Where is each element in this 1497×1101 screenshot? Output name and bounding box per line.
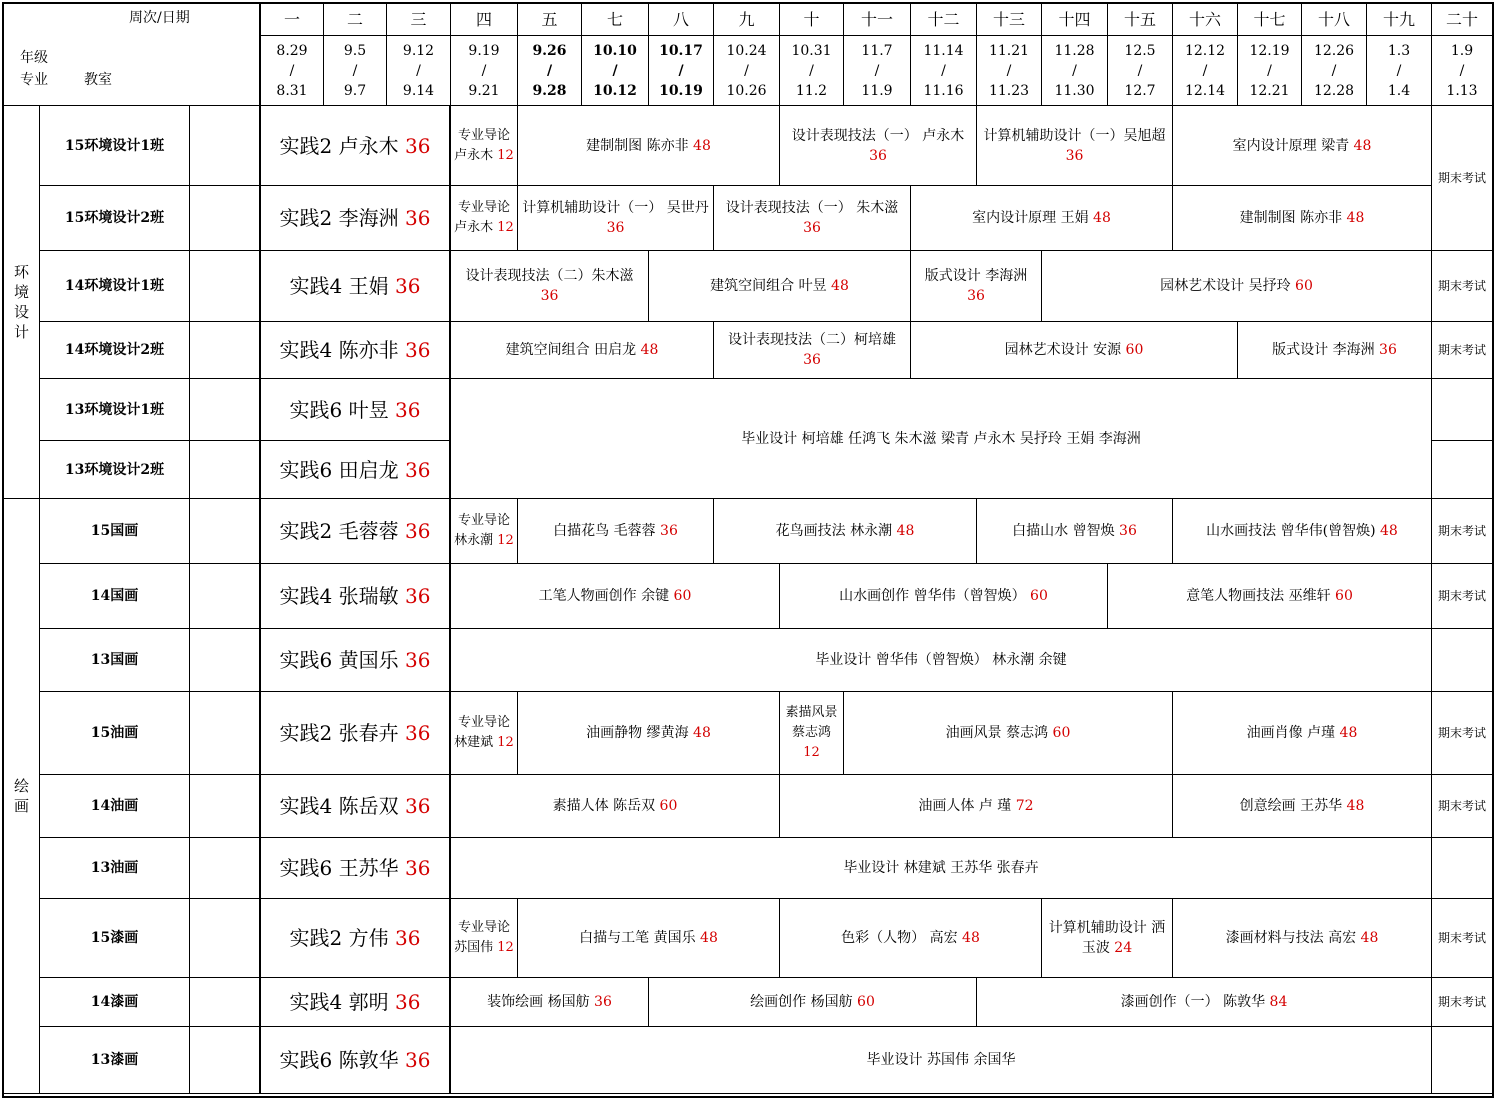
course-cell-text: 毕业设计 曾华伟（曾智焕） 林永潮 余键 (815, 652, 1067, 668)
course-cell-hours: 60 (655, 798, 678, 814)
week-header: 十六 (1173, 4, 1238, 36)
practice-cell-hours: 36 (398, 856, 431, 880)
course-cell-text: 毕业设计 林建斌 王苏华 张春卉 (843, 860, 1039, 876)
course-cell-hours: 36 (803, 220, 821, 236)
course-cell-text: 花鸟画技法 林永潮 (775, 523, 893, 539)
final-exam-cell (1432, 775, 1493, 838)
practice-cell (261, 379, 451, 441)
week-date (387, 36, 451, 106)
week-header: 三 (387, 4, 451, 36)
week-date (1302, 36, 1367, 106)
practice-cell-hours: 36 (398, 457, 431, 482)
course-cell-hours: 72 (1011, 798, 1034, 814)
week-header: 十四 (1042, 4, 1108, 36)
week-date-text: 11.14 / 11.16 (923, 42, 964, 99)
course-cell-text: 建筑空间组合 叶昱 (710, 278, 827, 294)
course-cell (451, 775, 780, 838)
course-cell-hours: 48 (957, 930, 980, 946)
empty-exam-cell (1432, 1027, 1493, 1094)
practice-cell-hours: 36 (398, 338, 431, 362)
week-date-text: 10.24 / 10.26 (726, 42, 767, 99)
week-date-text: 10.31 / 11.2 (791, 42, 832, 99)
week-header: 一 (261, 4, 324, 36)
course-cell (780, 692, 844, 775)
week-header: 九 (714, 4, 780, 36)
week-date-text: 12.19 / 12.21 (1249, 42, 1290, 99)
practice-cell-hours: 36 (388, 926, 421, 950)
major-label: 专业 (20, 72, 48, 88)
course-cell-text: 白描花鸟 毛蓉蓉 (553, 523, 656, 539)
final-exam-text: 期末考试 (1438, 588, 1487, 603)
course-cell-hours: 48 (1356, 930, 1379, 946)
course-cell (451, 251, 649, 322)
week-date (1367, 36, 1432, 106)
practice-cell-hours: 36 (388, 397, 421, 422)
practice-cell-text: 实践4 王娟 (289, 274, 389, 298)
course-cell (518, 499, 714, 564)
course-cell-hours: 24 (1109, 940, 1133, 956)
course-cell-text: 素描人体 陈岳双 (552, 798, 656, 814)
practice-cell-text: 实践6 田启龙 (279, 457, 399, 482)
week-date-text: 10.10 / 10.12 (593, 42, 637, 99)
course-cell (780, 564, 1108, 629)
course-cell-text: 毕业设计 苏国伟 余国华 (866, 1052, 1016, 1068)
class-name: 14漆画 (40, 978, 190, 1027)
class-name: 14国画 (40, 564, 190, 629)
course-cell-hours: 36 (606, 220, 625, 236)
room-label: 教室 (84, 72, 112, 88)
classroom-cell (190, 564, 261, 629)
course-cell-hours: 84 (1265, 994, 1288, 1010)
course-cell-hours: 36 (869, 147, 887, 164)
practice-cell (261, 251, 451, 322)
course-cell-hours: 48 (1375, 523, 1398, 539)
major-env-design-text: 环境设计 (13, 263, 29, 341)
final-exam-cell (1432, 322, 1493, 379)
practice-cell-text: 实践4 郭明 (289, 990, 389, 1014)
practice-cell (261, 1027, 451, 1094)
course-cell-hours: 48 (636, 342, 659, 358)
week-date-text: 9.26 / 9.28 (532, 42, 567, 99)
class-name: 13环境设计1班 (40, 379, 190, 441)
class-name: 13国画 (40, 629, 190, 692)
course-cell (1173, 899, 1432, 978)
week-date (1238, 36, 1302, 106)
course-cell (451, 692, 518, 775)
course-cell-hours: 36 (803, 352, 821, 368)
week-header: 十 (780, 4, 844, 36)
class-name: 15油画 (40, 692, 190, 775)
course-cell-hours: 12 (493, 220, 514, 235)
week-date-label: 周次/日期 (129, 10, 190, 26)
course-cell-text: 毕业设计 柯培雄 任鸿飞 朱木滋 梁青 卢永木 吴抒玲 王娟 李海洲 (741, 430, 1141, 447)
final-exam-text: 期末考试 (1438, 994, 1487, 1009)
practice-cell (261, 564, 451, 629)
practice-cell-text: 实践2 张春卉 (279, 721, 399, 745)
final-exam-text: 期末考试 (1438, 278, 1487, 293)
course-cell-text: 建筑空间组合 田启龙 (505, 342, 637, 358)
class-name: 13环境设计2班 (40, 441, 190, 499)
course-cell-text: 版式设计 李海洲 (924, 268, 1028, 284)
week-date-text: 11.28 / 11.30 (1054, 42, 1095, 99)
course-cell-text: 绘画创作 杨国舫 (750, 994, 853, 1010)
week-header: 二十 (1432, 4, 1493, 36)
course-cell (714, 499, 977, 564)
practice-cell-text: 实践6 王苏华 (279, 856, 399, 880)
class-name: 13漆画 (40, 1027, 190, 1094)
week-date-text: 1.9 / 1.13 (1446, 42, 1478, 99)
course-cell-text: 设计表现技法（二）朱木滋 (465, 268, 634, 284)
schedule-table (2, 2, 1494, 1098)
course-cell-text: 计算机辅助设计 洒玉波 (1048, 920, 1166, 956)
course-cell (451, 978, 649, 1027)
empty-exam-cell (1432, 441, 1493, 499)
course-cell (714, 322, 911, 379)
course-cell-text: 园林艺术设计 吴抒玲 (1160, 278, 1291, 294)
course-cell-text: 工笔人物画创作 余键 (538, 588, 670, 604)
course-cell-hours: 48 (695, 930, 718, 946)
week-date (1108, 36, 1173, 106)
course-cell-hours: 48 (1342, 798, 1365, 814)
week-header: 四 (451, 4, 518, 36)
course-cell-text: 油画人体 卢 瑾 (918, 798, 1012, 814)
course-cell-text: 漆画材料与技法 高宏 (1225, 930, 1357, 946)
classroom-cell (190, 775, 261, 838)
practice-cell-hours: 36 (398, 206, 431, 230)
course-cell-text: 意笔人物画技法 巫维轩 (1186, 588, 1331, 604)
course-cell-text: 装饰绘画 杨国舫 (487, 994, 590, 1010)
classroom-cell (190, 499, 261, 564)
practice-cell (261, 322, 451, 379)
course-cell (518, 106, 780, 186)
course-cell-text: 园林艺术设计 安源 (1004, 342, 1122, 358)
course-cell-hours: 12 (493, 533, 514, 548)
course-cell-hours: 48 (1088, 210, 1111, 226)
empty-exam-cell (1432, 629, 1493, 692)
course-cell-hours: 12 (803, 745, 820, 760)
final-exam-text: 期末考试 (1438, 342, 1487, 357)
practice-cell-hours: 36 (398, 519, 431, 543)
practice-cell-hours: 36 (398, 584, 431, 608)
practice-cell (261, 692, 451, 775)
week-date-text: 10.17 / 10.19 (659, 42, 703, 99)
week-date (844, 36, 911, 106)
practice-cell-hours: 36 (388, 990, 421, 1014)
final-exam-cell (1432, 564, 1493, 629)
week-header: 二 (324, 4, 387, 36)
grade-label: 年级 (20, 50, 48, 66)
practice-cell (261, 186, 451, 251)
practice-cell-text: 实践2 毛蓉蓉 (279, 519, 399, 543)
course-cell-text: 白描与工笔 黄国乐 (579, 930, 696, 946)
course-cell (451, 106, 518, 186)
course-cell (780, 775, 1173, 838)
course-cell-text: 专业导论 苏国伟 (454, 920, 510, 955)
week-date-text: 12.5 / 12.7 (1124, 42, 1156, 99)
course-cell-text: 专业导论卢永木 (454, 200, 510, 235)
course-cell (780, 899, 1042, 978)
course-cell-hours: 48 (1335, 725, 1358, 741)
course-cell (714, 186, 911, 251)
class-name: 15漆画 (40, 899, 190, 978)
week-date (1042, 36, 1108, 106)
course-cell-text: 油画静物 缪黄海 (586, 725, 689, 741)
course-cell-hours: 12 (493, 735, 514, 750)
course-cell (1173, 106, 1432, 186)
final-exam-cell (1432, 899, 1493, 978)
course-cell (518, 186, 714, 251)
course-cell-hours: 48 (688, 137, 711, 154)
course-cell (1238, 322, 1432, 379)
course-cell-text: 版式设计 李海洲 (1272, 342, 1375, 358)
course-cell-hours: 36 (540, 288, 559, 304)
course-cell-hours: 36 (1065, 147, 1084, 164)
course-cell-text: 建制制图 陈亦非 (1239, 210, 1343, 226)
classroom-cell (190, 978, 261, 1027)
week-date-text: 1.3 / 1.4 (1387, 42, 1411, 99)
week-header: 十一 (844, 4, 911, 36)
practice-cell-text: 实践2 方伟 (289, 926, 389, 950)
course-cell (780, 106, 977, 186)
week-date-text: 12.26 / 12.28 (1313, 42, 1355, 99)
practice-cell-hours: 36 (398, 721, 431, 745)
class-name: 13油画 (40, 838, 190, 899)
course-cell-text: 白描山水 曾智焕 (1012, 523, 1115, 539)
course-cell (1042, 251, 1432, 322)
course-cell-text: 创意绘画 王苏华 (1239, 798, 1343, 814)
course-cell (1108, 564, 1432, 629)
course-cell-hours: 48 (688, 725, 711, 741)
practice-cell-text: 实践6 叶昱 (289, 397, 389, 422)
classroom-cell (190, 441, 261, 499)
class-name: 14环境设计1班 (40, 251, 190, 322)
course-cell-hours: 60 (1025, 588, 1048, 604)
week-date-text: 8.29 / 8.31 (276, 42, 308, 99)
course-cell-hours: 12 (493, 147, 514, 163)
course-cell-text: 漆画创作（一） 陈敦华 (1120, 994, 1266, 1010)
classroom-cell (190, 838, 261, 899)
practice-cell-hours: 36 (398, 1048, 431, 1072)
course-cell (451, 564, 780, 629)
course-cell (518, 899, 780, 978)
classroom-cell (190, 186, 261, 251)
week-date (714, 36, 780, 106)
course-cell-hours: 48 (826, 278, 849, 294)
empty-exam-cell (1432, 379, 1493, 441)
final-exam-cell (1432, 251, 1493, 322)
course-cell (977, 499, 1173, 564)
course-cell-text: 设计表现技法（一） 朱木滋 (725, 200, 899, 216)
course-cell-hours: 48 (892, 523, 915, 539)
course-cell-hours: 36 (589, 994, 612, 1010)
classroom-cell (190, 899, 261, 978)
week-date (977, 36, 1042, 106)
course-cell-hours: 60 (669, 588, 692, 604)
course-cell-hours: 12 (493, 940, 514, 955)
course-cell (451, 322, 714, 379)
header-corner (4, 4, 261, 106)
course-cell (451, 1027, 1432, 1094)
week-date-text: 9.12 / 9.14 (402, 42, 435, 99)
course-cell-text: 计算机辅助设计（一）吴旭超 (983, 127, 1166, 144)
course-cell-text: 设计表现技法（一） 卢永木 (791, 127, 965, 144)
course-cell-hours: 36 (655, 523, 678, 539)
classroom-cell (190, 629, 261, 692)
course-cell-text: 建制制图 陈亦非 (586, 137, 689, 154)
week-date (780, 36, 844, 106)
week-header: 十二 (911, 4, 977, 36)
week-date (518, 36, 582, 106)
week-date (1173, 36, 1238, 106)
classroom-cell (190, 1027, 261, 1094)
course-cell (911, 322, 1238, 379)
week-date (649, 36, 714, 106)
course-cell (518, 692, 780, 775)
course-cell-hours: 48 (1342, 210, 1365, 226)
week-header: 五 (518, 4, 582, 36)
class-name: 14环境设计2班 (40, 322, 190, 379)
empty-exam-cell (1432, 838, 1493, 899)
classroom-cell (190, 692, 261, 775)
course-cell (451, 499, 518, 564)
course-cell-text: 室内设计原理 王娟 (972, 210, 1089, 226)
week-header: 八 (649, 4, 714, 36)
course-cell (977, 106, 1173, 186)
practice-cell (261, 629, 451, 692)
major-env-design (4, 106, 40, 499)
final-exam-cell (1432, 692, 1493, 775)
course-cell-text: 专业导论卢永木 (454, 127, 510, 163)
final-exam-text: 期末考试 (1438, 523, 1487, 538)
course-cell-text: 山水画创作 曾华伟（曾智焕） (839, 588, 1026, 604)
class-name: 14油画 (40, 775, 190, 838)
week-date (911, 36, 977, 106)
course-cell (1173, 499, 1432, 564)
course-cell (451, 899, 518, 978)
course-cell-text: 室内设计原理 梁青 (1232, 137, 1350, 154)
classroom-cell (190, 379, 261, 441)
practice-cell-text: 实践4 陈岳双 (279, 794, 399, 818)
course-cell-hours: 60 (1048, 725, 1071, 741)
week-header: 十三 (977, 4, 1042, 36)
course-cell (911, 251, 1042, 322)
practice-cell (261, 978, 451, 1027)
final-exam-cell (1432, 978, 1493, 1027)
course-cell-text: 山水画技法 曾华伟(曾智焕) (1206, 523, 1376, 539)
practice-cell (261, 775, 451, 838)
practice-cell (261, 499, 451, 564)
course-cell (1173, 692, 1432, 775)
course-cell (451, 838, 1432, 899)
practice-cell-text: 实践4 陈亦非 (279, 338, 399, 362)
major-painting-text: 绘画 (13, 777, 29, 815)
course-cell-hours: 60 (1290, 278, 1313, 294)
course-cell-hours: 36 (1114, 523, 1137, 539)
course-cell-hours: 60 (852, 994, 875, 1010)
course-cell-text: 素描风景 蔡志鸿 (785, 705, 838, 740)
practice-cell (261, 899, 451, 978)
week-date-text: 11.7 / 11.9 (861, 42, 893, 99)
week-date (1432, 36, 1493, 106)
class-name: 15环境设计2班 (40, 186, 190, 251)
week-date-text: 11.21 / 11.23 (988, 42, 1030, 99)
classroom-cell (190, 322, 261, 379)
final-exam-cell (1432, 499, 1493, 564)
week-date-text: 9.5 / 9.7 (343, 42, 367, 99)
course-cell-text: 油画肖像 卢瑾 (1246, 725, 1336, 741)
major-painting (4, 499, 40, 1094)
week-date (451, 36, 518, 106)
course-cell-hours: 60 (1330, 588, 1353, 604)
week-date (324, 36, 387, 106)
practice-cell-hours: 36 (388, 274, 421, 298)
course-cell (649, 251, 911, 322)
course-cell (649, 978, 977, 1027)
final-exam-text: 期末考试 (1438, 725, 1487, 740)
final-exam-text: 期末考试 (1438, 930, 1487, 945)
week-header: 十九 (1367, 4, 1432, 36)
week-date-text: 9.19 / 9.21 (468, 42, 500, 99)
course-cell-text: 专业导论林永潮 (454, 513, 510, 548)
course-cell (1173, 186, 1432, 251)
class-name: 15环境设计1班 (40, 106, 190, 186)
course-cell (1042, 899, 1173, 978)
course-cell (844, 692, 1173, 775)
week-date-text: 12.12 / 12.14 (1184, 42, 1226, 99)
course-cell (451, 186, 518, 251)
week-header: 十七 (1238, 4, 1302, 36)
practice-cell-hours: 36 (398, 794, 431, 818)
practice-cell (261, 838, 451, 899)
course-cell-text: 油画风景 蔡志鸿 (945, 725, 1049, 741)
final-exam-text: 期末考试 (1438, 170, 1487, 185)
course-cell-text: 计算机辅助设计（一） 吴世丹 (522, 200, 709, 216)
course-cell (1173, 775, 1432, 838)
practice-cell-text: 实践6 黄国乐 (279, 648, 399, 672)
practice-cell (261, 441, 451, 499)
course-cell-hours: 36 (1374, 342, 1397, 358)
course-cell (451, 379, 1432, 499)
classroom-cell (190, 106, 261, 186)
course-cell-hours: 60 (1121, 342, 1144, 358)
practice-cell-text: 实践2 卢永木 (279, 133, 399, 158)
final-exam-cell (1432, 106, 1493, 251)
classroom-cell (190, 251, 261, 322)
week-header: 七 (582, 4, 649, 36)
week-date (261, 36, 324, 106)
practice-cell-text: 实践6 陈敦华 (279, 1048, 399, 1072)
practice-cell-hours: 36 (398, 648, 431, 672)
practice-cell (261, 106, 451, 186)
course-cell-hours: 48 (1349, 137, 1372, 154)
week-date (582, 36, 649, 106)
course-cell (911, 186, 1173, 251)
course-cell-hours: 36 (967, 288, 985, 304)
week-header: 十八 (1302, 4, 1367, 36)
course-cell (451, 629, 1432, 692)
practice-cell-text: 实践4 张瑞敏 (279, 584, 399, 608)
practice-cell-text: 实践2 李海洲 (279, 206, 399, 230)
course-cell-text: 设计表现技法（二）柯培雄 (728, 332, 896, 348)
class-name: 15国画 (40, 499, 190, 564)
course-cell (977, 978, 1432, 1027)
course-cell-text: 色彩（人物） 高宏 (841, 930, 958, 946)
practice-cell-hours: 36 (398, 133, 431, 158)
course-cell-text: 专业导论 林建斌 (454, 715, 510, 750)
final-exam-text: 期末考试 (1438, 798, 1487, 813)
week-header: 十五 (1108, 4, 1173, 36)
